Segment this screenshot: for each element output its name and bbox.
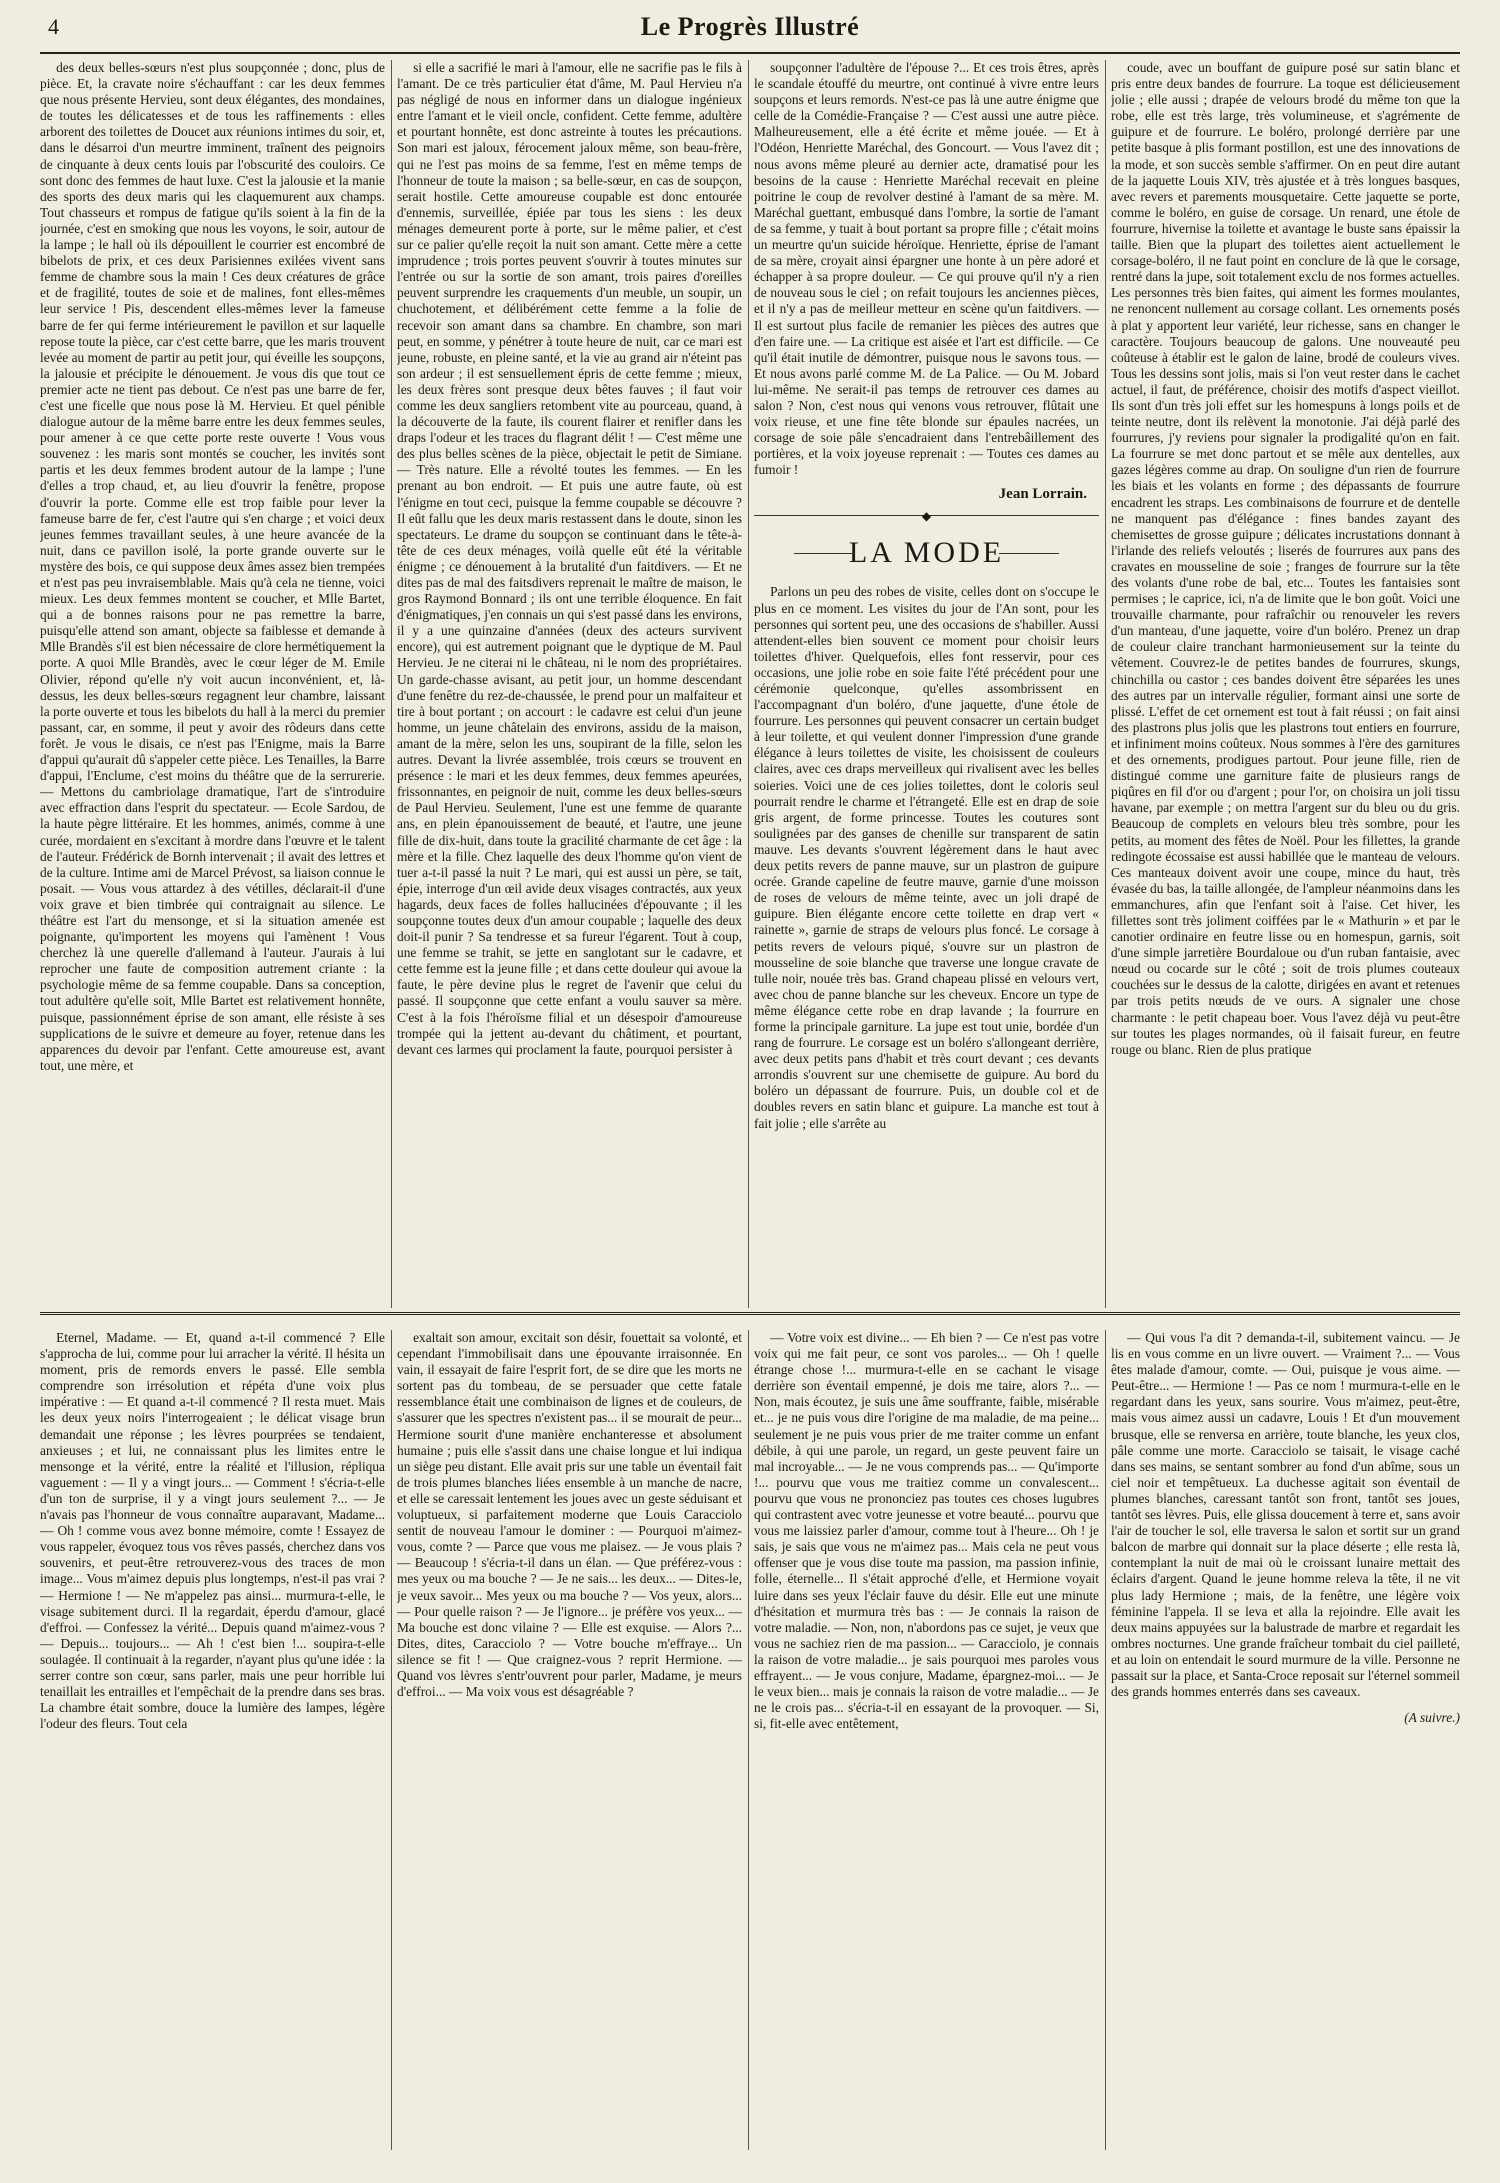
article-text: soupçonner l'adultère de l'épouse ?... Et ces trois êtres, après le scandale étouffé du meurtre, ont continué à vivre entre leurs soupçons et leurs remords. N'est-ce pas là une autre énigme que celle de la Comédie-Française ? — C'est aussi une autre pièce. Malheureusement, elle a été écrite et même jouée. — Et à l'Odéon, Henriette Maréchal, des Goncourt. — Vous l'avez dit ; nous avons même pleuré au dernier acte, dramatisé pour les besoins de la cause : Henriette Maréchal recevait en pleine poitrine le coup de revolver destiné à l'amant de sa mère. M. Maréchal guettant, embusqué dans l'ombre, la sortie de l'amant de sa femme, y tuait à bout portant sa propre fille ; c'était moins un meurtre qu'un suicide héroïque. Henriette, éprise de l'amant de sa mère, croyait ainsi épargner une honte à un père adoré et échapper à sa propre douleur. — Ce qui prouve qu'il n'y a rien de nouveau sous le ciel ; on refait toujours les anciennes pièces, et il n'y a pas de meilleur metteur en scène qu'un faitdivers. — Il est surtout plus facile de remanier les pièces des autres que d'en faire une. — La critique est aisée et l'art est difficile. — Ce qu'il était inutile de démontrer, puisque nous le savons tous. — Et nous avons parlé comme M. de La Palice. — Ou M. Jobard lui-même. Ne serait-il pas temps de retrouver ces dames au salon ? Non, c'est nous qui venons vous retrouver, flûtait une voix rieuse, et une fine tête blonde sur épaules nacrées, un corsage de soie pâle s'encadraient dans l'entrebâillement des portières, et la voix joyeuse reprenait : — Toutes ces dames au fumoir ! <box>754 60 1099 478</box>
fashion-column <box>1111 60 1460 1308</box>
section-title: LA MODE <box>754 536 1099 570</box>
section-separator <box>40 1312 1460 1315</box>
feuilleton-column-3 <box>754 1330 1099 2150</box>
page-number: 4 <box>48 14 59 39</box>
feuilleton-text: — Votre voix est divine... — Eh bien ? — Ce n'est pas votre voix qui me fait peur, ce sont vos paroles... — Oh ! quelle étrange chose !... murmura-t-elle en se cachant le visage derrière son éventail empenné, je dois me taire, alors ?... — Non, mais écoutez, je suis une âme souffrante, faible, misérable et... je ne puis vous dire l'origine de ma maladie, de ma peine... seulement je ne puis vous prier de me traiter comme un enfant débile, à qui une parole, un regard, un geste peuvent faire un mal incroyable... — Je ne vous comprends pas... — Qu'importe !... pourvu que vous me traitiez comme un convalescent... pourvu que vous ne prononciez pas toutes ces choses lugubres qui contrastent avec votre jeunesse et votre beauté... pourvu que vous me laissiez parler d'amour, comme tout à l'heure... Oh ! je sais, je sais que vous ne m'aimez pas... Mais cela ne peut vous offenser que je vous dise toute ma passion, ma passion infinie, folle, éternelle... Il s'était approché d'elle, et Hermione voyait luire dans ses yeux l'éclair fauve du désir. Elle eut une minute d'hésitation et murmura très bas : — Je connais la raison de votre maladie. — Non, non, n'abordons pas ce sujet, je veux que vous ne sachiez rien de ma passion... — Caracciolo, je connais la raison de votre maladie... je sais pourquoi mes paroles vous effrayent... — Je vous conjure, Madame, épargnez-moi... — Je le veux bien... mais je connais la raison de votre maladie... — Je ne le crois pas... s'écria-t-il en essayant de la provoquer. — Si, si, fit-elle avec entêtement, <box>754 1330 1099 1732</box>
column-divider <box>748 1330 749 2150</box>
upper-section <box>40 60 1460 1308</box>
header-rule <box>40 52 1460 54</box>
article-column-3 <box>754 60 1099 1308</box>
column-divider <box>391 60 392 1308</box>
author-signature: Jean Lorrain. <box>998 486 1087 503</box>
article-column-2 <box>397 60 742 1308</box>
feuilleton-text: — Qui vous l'a dit ? demanda-t-il, subitement vaincu. — Je lis en vous comme en un livre ouvert. — Vraiment ?... — Vous êtes malade d'amour, comte. — Oui, puisque je vous aime. — Peut-être... — Hermione ! — Pas ce nom ! murmura-t-elle en le regardant dans les yeux, sans sourire. Vous m'aimez, peut-être, mais vous aimez aussi un cadavre, Louis ! Et d'un mouvement brusque, elle se renversa en arrière, toute blanche, les yeux clos, pâle comme une morte. Caracciolo se taisait, le visage caché dans ses mains, se sentant sombrer au fond d'un abîme, sous un ciel noir et tempêtueux. La duchesse agitait son éventail de plumes blanches, caressant tantôt son front, tantôt ses joues, tantôt ses lèvres. Puis, elle glissa doucement à terre et, sans avoir l'air de toucher le sol, elle traversa le salon et sortit sur un grand balcon de marbre qui donnait sur la place déserte ; elle resta là, contemplant la nuit de mai où le croissant lunaire mettait des éclairs d'argent. Quand le jeune homme releva la tête, il ne vit plus lady Hermione ; mais, de la fenêtre, une légère voix féminine l'appela. Il se leva et alla la rejoindre. Elle avait les deux mains appuyées sur la balustrade de marbre et regardait les ombres nocturnes. Une grande fraîcheur tombait du ciel pailleté, et au loin on entendait le sourd murmure de la ville. Personne ne passait sur la place, et Santa-Croce reposait sur l'éternel sommeil des grands hommes enterrés dans ses caveaux. <box>1111 1330 1460 1700</box>
feuilleton-text: exaltait son amour, excitait son désir, fouettait sa volonté, et cependant l'immobilisait dans une épouvante irraisonnée. En vain, il essayait de faire l'esprit fort, de se dire que les morts ne sortent pas du tombeau, de se persuader que cette fatale ressemblance était une combinaison de lignes et de couleurs, de s'assurer que les spectres n'existent pas... il se mourait de peur... Hermione sourit d'une manière enchanteresse et absolument humaine ; puis elle s'assit dans une chaise longue et lui indiqua un siège peu distant. Elle avait pris sur une table un éventail fait de trois plumes blanches liées ensemble à un manche de nacre, et elle se caressait lentement les joues avec un geste séduisant et voluptueux, si parfaitement moderne que Louis Caracciolo sentit de nouveau l'amour le dominer : — Pourquoi m'aimez-vous, comte ? — Parce que vous me plaisez. — Je vous plais ? — Beaucoup ! s'écria-t-il dans un élan. — Que préférez-vous : mes yeux ou ma bouche ? — Je ne sais... les deux... — Dites-le, je veux savoir... Mes yeux ou ma bouche ? — Vos yeux, alors... — Pour quelle raison ? — Je l'ignore... je préfère vos yeux... — Ma bouche est donc vilaine ? — Elle est exquise. — Alors ?... Dites, dites, Caracciolo ? — Votre bouche m'effraye... Un silence se fit ! — Que craignez-vous ? reprit Hermione. — Quand vos lèvres s'entr'ouvrent pour parler, Madame, je meurs d'effroi... — Ma voix vous est désagréable ? <box>397 1330 742 1700</box>
column-divider <box>748 60 749 1308</box>
feuilleton-column-1 <box>40 1330 385 2150</box>
column-divider <box>1105 1330 1106 2150</box>
feuilleton-text: Eternel, Madame. — Et, quand a-t-il commencé ? Elle s'approcha de lui, comme pour lui arracher la vérité. Il hésita un moment, pris de remords envers le passé. Elle sembla comprendre son irrésolution et répéta d'une voix plus impérative : — Et quand a-t-il commencé ? Il resta muet. Mais les deux yeux noirs l'interrogeaient ; le délicat visage brun demandait une réponse ; les lèvres pourprées se tendaient, anxieuses ; et lui, ne connaissant plus les limites entre le mensonge et la vérité, entre la réalité et l'illusion, répliqua vaguement : — Il y a vingt jours... — Comment ! s'écria-t-elle d'un ton de surprise, il y a vingt jours seulement ?... — Je n'avais pas l'honneur de vous connaître auparavant, Madame... — Oh ! comme vous avez bonne mémoire, comte ! Essayez de vous rappeler, évoquez tous vos rêves passés, cherchez dans vos souvenirs, et peut-être retrouverez-vous des traces de mon image... Vous m'aimez depuis plus longtemps, n'est-il pas vrai ? — Hermione ! — Ne m'appelez pas ainsi... murmura-t-elle, le visage subitement durci. Il la regardait, éperdu d'amour, glacé d'effroi. — Confessez la vérité... Depuis quand m'aimez-vous ? — Depuis... toujours... — Ah ! c'est bien !... soupira-t-elle soulagée. Il continuait à la regarder, n'ayant plus qu'une idée : la serrer contre son cœur, sans parler, mais une peur horrible lui tenaillait les entrailles et l'empêchait de la prendre dans ses bras. La chambre était sombre, douce la lumière des lampes, légère l'odeur des fleurs. Tout cela <box>40 1330 385 1732</box>
page-header <box>40 10 1460 50</box>
article-text: des deux belles-sœurs n'est plus soupçonnée ; donc, plus de pièce. Et, la cravate noire s'échauffant : car les deux femmes que nous présente Hervieu, sont deux élégantes, des mondaines, de toutes les délicatesses et de tous les raffinements : elles arborent des toilettes de Doucet aux réunions intimes du soir, et, dans le désarroi d'un meurtre imminent, traînent des peignoirs de cinquante à deux cents louis par l'obscurité des couloirs. Ce sont donc des femmes de haut luxe. C'est la jalousie et la manie des sports des deux maris qui les claquemurent aux champs. Tout chasseurs et rompus de fatigue qu'ils soient à la fin de la journée, c'est en smoking que nous les voyons, le soir, autour de la lampe ; le hall où ils dépouillent le courrier est encombré de bibelots de prix, et ces deux Parisiennes exilées vivent sans femme de chambre sous la main ! Ces deux créatures de grâce et de fragilité, toutes de soie et de malines, font elles-mêmes leur service ! Pis, descendent elles-mêmes lever la fameuse barre de fer qui ferme intérieurement le pavillon et sur laquelle repose toute la pièce, car c'est cette barre, que les maris trouvent levée au moment de partir au petit jour, qui éveille les soupçons, la jalousie et précipite le dénouement. Je vous dis que tout ce premier acte ne tient pas debout. Ce n'est pas une barre de fer, c'est une ficelle que nous pose là M. Hervieu. Et quel pénible dialogue autour de la même barre entre les deux femmes seules, pour amener à ce que cette porte reste ouverte ! Vous vous souvenez : les maris sont montés se coucher, les invités sont partis et les deux femmes brodent autour de la lampe ; l'une d'elles a trop chaud, et, au lieu d'ouvrir la fenêtre, propose d'ouvrir la porte. Comme elle est trop faible pour lever la fameuse barre de fer, c'est l'autre qui s'en charge ; et voici deux jeunes femmes travaillant seules, à une heure avancée de la nuit, dans ce pavillon isolé, la porte grande ouverte sur le mystère des bois, ce qui suppose deux âmes assez bien trempées et n'est pas peu invraisemblable. Mais qu'à cela ne tienne, voici mieux. Les deux femmes montent se coucher, et Mlle Bartet, qui a de bonnes raisons pour ne pas remettre la barre, puisqu'elle attend son amant, objecte sa faiblesse et demande à Mlle Brandès s'il est bien nécessaire de clore hermétiquement la porte. A quoi Mlle Brandès, avec le cœur léger de M. Emile Olivier, répond qu'elle n'y voit aucun inconvénient, et, là-dessus, les deux belles-sœurs regagnent leur chambre, laissant la porte ouverte et tous les bibelots du hall à la merci du premier passant, car, en somme, il peut y avoir des rôdeurs dans cette forêt. Je vous le disais, ce n'est pas l'Enigme, mais la Barre d'appui qu'aurait dû s'appeler cette pièce. Les Tenailles, la Barre d'appui, l'Enclume, c'est moins du théâtre que de la serrurerie. — Mettons du cambriolage dramatique, l'art de s'introduire avec effraction dans l'esprit du spectateur. — Ecole Sardou, de la haute pègre littéraire. Et les hommes, animés, comme à une curée, mordaient en s'excitant à mordre dans l'œuvre et le talent de l'auteur. Frédérick de Bornh intervenait ; il avait des lettres et de la culture. Intime ami de Marcel Prévost, sa liaison connue le posait. — Vous vous attardez à des vétilles, déclarait-il d'une voix grave et bien timbrée qui contraignait au silence. Le théâtre est l'art du mensonge, et si la situation amenée est poignante, qu'importent les moyens qui l'amènent ! Vous cherchez là une querelle d'allemand à l'auteur. J'aurais à lui reprocher une faute de composition autrement criante : la psychologie même de sa femme coupable. Dans sa conception, tout adultère qu'elle soit, Mlle Bartet est relativement honnête, puisque, passionnément éprise de son amant, elle résiste à ses supplications de le suivre et demeure au foyer, retenue dans les apparences du devoir par l'enfant. Cette amoureuse est, avant tout, une mère, et <box>40 60 385 1073</box>
diamond-ornament-icon: ◆ <box>921 509 932 524</box>
continued-note: (A suivre.) <box>1404 1710 1460 1726</box>
feuilleton-section <box>40 1330 1460 2150</box>
column-divider <box>391 1330 392 2150</box>
fashion-text: Parlons un peu des robes de visite, celles dont on s'occupe le plus en ce moment. Les visites du jour de l'An sont, pour les personnes qui sortent peu, une des occasions de s'habiller. Aussi attendent-elles bien souvent ce moment pour choisir leurs toilettes d'hiver. Quelquefois, elles font resservir, pour ces occasions, une jolie robe en soie faite l'été précédent pour une cérémonie quelconque, qu'elles assombrissent en l'accompagnant d'un boléro, d'une jaquette, d'une étole de fourrure. Les personnes qui peuvent consacrer un certain budget à leur toilette, et qui veulent donner l'impression d'une grande élégance à leurs toilettes de visite, les choisissent de couleurs claires, avec ces draps merveilleux qui rivalisent avec les belles soieries. Voici une de ces jolies toilettes, dont le coloris seul pourrait rendre le charme et l'étrangeté. Elle est en drap de soie gris argent, de forme princesse. Toutes les coutures sont soulignées par des ganses de chenille sur transparent de satin mauve. Les devants s'ouvrent légèrement dans le haut avec deux petits revers de panne mauve, sur un plastron de guipure ocrée. Grande capeline de feutre mauve, garnie d'une moisson de roses de velours de même teinte, avec un joli drapé de guipure. Bien élégante encore cette toilette en drap vert « rainette », garnie de straps de velours plus foncé. Le corsage à petits revers de velours piqué, s'ouvre sur un plastron de mousseline de soie blanche que traverse une longue cravate de tulle noir, nouée très bas. Grand chapeau plissé en velours vert, avec chou de panne blanche sur les cheveux. Encore un type de même élégance cette robe en drap lavande ; la fourrure en forme la principale garniture. La jupe est tout unie, bordée d'un rang de fourrure. Le corsage est un boléro s'allongeant derrière, avec deux petits pans d'habit et très court devant ; ces devants arrondis s'ouvrent sur une chemisette de guipure. Au bord du boléro un dépassant de fourrure. Puis, un double col et de doubles revers en satin blanc et guipure. La manche est tout à fait jolie ; elle s'arrête au <box>754 584 1099 1131</box>
column-divider <box>1105 60 1106 1308</box>
fashion-text: coude, avec un bouffant de guipure posé sur satin blanc et pris entre deux bandes de fourrure. La toque est délicieusement jolie ; elle aussi ; drapée de velours brodé du même ton que la robe, elle est très large, très volumineuse, et s'agrémente de guipure et de fourrure. Le boléro, prolongé derrière par une petite basque à plis formant postillon, est une des innovations de la mode, et son succès semble s'affirmer. On en peut dire autant de la jaquette Louis XIV, très ajustée et à très longues basques, avec revers et parements mousquetaire. Cette jaquette se porte, comme le boléro, en guise de corsage. Un renard, une étole de fourrure, hivernise la toilette et avantage le buste sans épaissir la taille. Bien que la plupart des toilettes aient actuellement le corsage-boléro, il ne faut point en conclure de là que le corsage, rentré dans la jupe, soit totalement exclu de nos formes actuelles. Les personnes très bien faites, qui aiment les formes moulantes, ne renoncent nullement au corsage collant. Les ornements posés à plat y apportent leur variété, leur richesse, sans en changer le caractère. Toujours beaucoup de galons. Une nouveauté peu coûteuse à établir est le galon de laine, brodé de couleurs vives. Tous les dessins sont jolis, mais si l'on veut rester dans le cachet actuel, il faut, de préférence, choisir des motifs d'aspect vieillot. Ils sont d'un très joli effet sur les homespuns à longs poils et de teinte neutre, dont ils relèvent la monotonie. J'ai déjà parlé des fourrures, j'y reviens pour signaler la prodigalité qu'on en fait. La fourrure se met donc partout et se mêle aux dentelles, aux gazes légères comme au drap. On souligne d'un rien de fourrure les biais et les volants en forme ; des dépassants de fourrure encadrent les straps. Les combinaisons de fourrure et de dentelle ne manquent pas d'élégance : fines bandes zayant des chemisettes de grosse guipure ; délicates incrustations donnant à l'irlande des reliefs veloutés ; liserés de fourrures aux pans des cravates en mousseline de soie ; franges de fourrure sur la tête des volants d'une robe de bal, etc... Toutes les fantaisies sont permises ; le caprice, ici, n'a de limite que le bon goût. Voici une trouvaille charmante, pour rafraîchir ou renouveler les revers d'un manteau, d'une jaquette, voire d'un boléro. Prenez un drap de couleur claire tranchant harmonieusement sur la teinte du vêtement. Couvrez-le de petites bandes de fourrures, skungs, chinchilla ou castor ; ces bandes doivent être séparées les unes des autres par un intervalle régulier, formant ainsi une sorte de plissé. L'effet de cet ornement est tout à fait réussi ; on fait ainsi des plastrons plus jolis que les plastrons tout entiers en fourrure, et infiniment moins coûteux. Nous sommes à l'ère des garnitures et des ornements, prodigues partout. Pour jeune fille, rien de distingué comme une garniture faite de plusieurs rangs de piqûres en fil d'or ou d'argent ; pour l'or, on choisira un joli tissu havane, par exemple ; on mettra l'argent sur du bleu ou du gris. Beaucoup de complets en velours bleu très sombre, pour les petits, au moment des fêtes de Noël. Pour les fillettes, la grande redingote écossaise est aussi habillée que le manteau de velours. Ces manteaux doivent avoir une coupe, mince du haut, très évasée du bas, la taille allongée, de l'ampleur néanmoins dans les emmanchures, afin que l'enfant soit à l'aise. Cet hiver, les fillettes sont très joliment coiffées par le « Mathurin » et par le canotier ordinaire en feutre lisse ou en homespun, garnis, soit d'une simple jarretière Bourdaloue ou d'un ruban fantaisie, avec nœud ou cocarde sur le côté ; soit de trois plumes couteaux couchées sur le dessus de la calotte, dirigées en avant et retenues par trois petits nœuds de ve ours. A signaler une chose charmante : le petit chapeau boer. Vous l'avez déjà vu peut-être sur toutes les plages normandes, où il faisait fureur, en feutre rouge ou blanc. Rien de plus pratique <box>1111 60 1460 1057</box>
article-column-1 <box>40 60 385 1308</box>
feuilleton-column-4 <box>1111 1330 1460 2150</box>
feuilleton-column-2 <box>397 1330 742 2150</box>
masthead: Le Progrès Illustré <box>640 12 860 41</box>
article-text: si elle a sacrifié le mari à l'amour, elle ne sacrifie pas le fils à l'amant. De ce très particulier état d'âme, M. Paul Hervieu n'a pas négligé de nous en informer dans un dialogue ingénieux entre l'amant et le vieil oncle, confident. Cette femme, adultère et pourtant honnête, est donc astreinte à toutes les précautions. Son mari est jaloux, férocement jaloux même, son beau-frère, qui ne l'est pas moins de sa femme, l'est en même temps de l'honneur de toute la maison ; sa belle-sœur, en cas de soupçon, serait hostile. Cette amoureuse coupable est donc entourée d'ennemis, surveillée, épiée par tous les siens : les deux ménages demeurent porte à porte, sur le même palier, et c'est sur ce palier qu'elle reçoit la nuit son amant. Cette mère a cette imprudence ; trois portes peuvent s'ouvrir à toutes minutes sur l'entrée ou sur la sortie de son amant, trois paires d'oreilles peuvent surprendre les craquements d'un meuble, un soupir, un chuchotement, et délibérément cette femme a la folie de recevoir son amant dans sa chambre. En chambre, son mari peut, en somme, y pénétrer à toute heure de nuit, car ce mari est jeune, robuste, en pleine santé, et la vie au grand air n'éteint pas son ardeur ; il est sensuellement épris de cette femme ; mieux, les deux frères sont presque deux bêtes fauves ; il faut voir comme les deux sangliers retombent vite au pourceau, quand, à la découverte de la faute, ils courent flairer et renifler dans les draps l'odeur et les traces du flagrant délit ! — C'est même une des plus belles scènes de la pièce, objectait le petit de Simiane. — Très nature. Elle a révolté toutes les femmes. — En les prenant au bon endroit. — Et puis une autre faute, où est l'énigme en tout ceci, puisque la femme coupable se découvre ? Il eût fallu que les deux maris restassent dans le doute, sinon les spectateurs. Le drame du soupçon se continuant dans le tête-à-tête de ces deux ménages, voilà quelle eût été la véritable énigme ; ce dénouement à la brutalité d'un faitdivers. — Et ne dites pas de mal des faitsdivers reprenait le maître de maison, le gros Raymond Bonnard ; ils ont une terrible éloquence. En fait d'énigmatiques, j'en connais un qui s'est passé dans les environs, il y a une quinzaine d'années (deux des acteurs survivent encore), qui est autrement poignant que le dyptique de M. Paul Hervieu. Je ne citerai ni le château, ni le nom des propriétaires. Un garde-chasse avisant, au petit jour, un homme descendant d'une fenêtre du rez-de-chaussée, le prend pour un malfaiteur et tire à bout portant ; on accourt : le cadavre est celui d'un jeune homme, un jeune châtelain des environs, assidu de la maison, amant de la mère, selon les uns, soupirant de la fille, selon les autres. Devant la livrée assemblée, trois cœurs se trouvent en présence : le mari et les deux femmes, deux femmes apeurées, frissonnantes, en peignoir de nuit, comme les deux belles-sœurs de Paul Hervieu. Seulement, l'une est une femme de quarante ans, en plein épanouissement de beauté, et l'autre, une jeune fille de dix-huit, dans toute la gracilité charmante de cet âge : la mère et la fille. Chez laquelle des deux l'homme qu'on vient de tuer a-t-il passé la nuit ? Le mari, qui est aussi un père, se tait, épie, interroge d'un œil avide deux visages contractés, aux yeux hagards, deux faces de folles hallucinées d'épouvante ; il les soupçonne toutes deux d'un amour coupable ; laquelle des deux doit-il punir ? Sa tendresse et sa fureur l'égarent. Tout à coup, une femme se trahit, se jette en sanglotant sur le cadavre, et cette femme est la jeune fille ; et dans cette douleur qui avoue la faute, le père devine plus le regret de l'avenir que celui du passé. Il soupçonne que cette enfant a voulu sauver sa mère. C'est à la fois l'héroïsme filial et un désespoir d'amoureuse trompée qui la jettent au-devant du châtiment, et pourtant, devant ces larmes qui proclament la faute, pourquoi persister à <box>397 60 742 1057</box>
